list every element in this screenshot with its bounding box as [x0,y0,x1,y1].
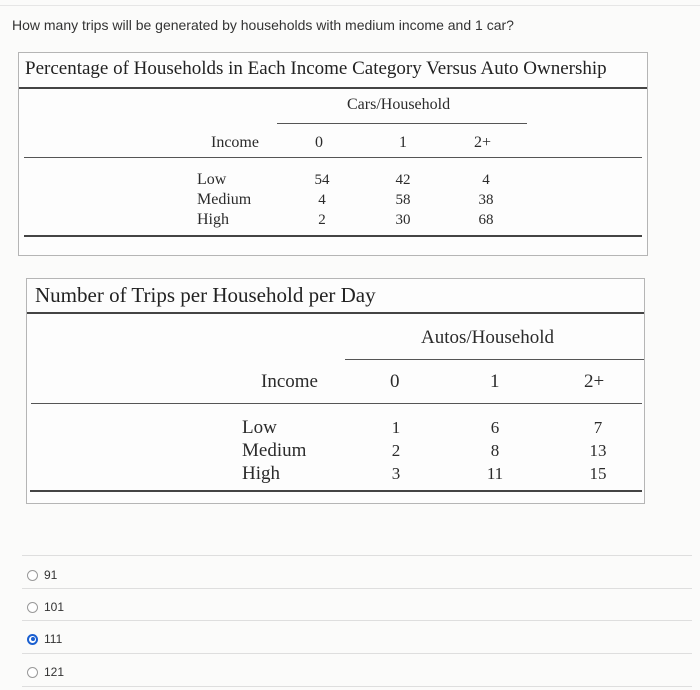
table-cell: 3 [391,464,401,483]
table1-col-1 [383,170,423,230]
radio-selected-icon[interactable] [27,634,38,645]
table1-title-rule [19,87,647,89]
option-121[interactable] [27,665,64,679]
table1-header-rule [24,157,642,158]
option-separator [22,686,692,687]
table2-col-0 [376,416,416,485]
table2-header-1: 1 [490,371,500,392]
option-separator [22,555,692,556]
table2-title-rule [27,312,644,314]
table2-bottom-rule [30,490,642,492]
table2-row-low: Low [242,417,277,438]
table1-group-header: Cars/Household [347,96,451,113]
households-percentage-table [18,52,648,256]
table-cell: 6 [490,418,500,437]
table2-col-2plus [578,416,618,485]
table1-col-0 [302,170,342,230]
table-cell: 8 [490,441,500,460]
table1-header-income: Income [211,134,259,151]
table-cell: 7 [593,418,603,437]
table1-bottom-rule [24,235,642,237]
option-101[interactable] [27,600,64,614]
option-label: 91 [44,568,58,582]
option-label: 101 [44,600,65,614]
radio-icon[interactable] [27,667,38,678]
radio-icon[interactable] [27,602,38,613]
table1-group-rule [277,123,527,124]
option-separator [22,620,692,621]
table-cell: 2 [318,212,326,228]
trips-per-household-table [26,278,645,504]
table2-header-0: 0 [390,371,400,392]
table1-header-1: 1 [399,134,407,151]
table2-row-medium: Medium [242,440,307,461]
option-separator [22,653,692,654]
option-91[interactable] [27,568,57,582]
table-cell: 42 [395,172,411,188]
option-111[interactable] [27,632,62,646]
table-cell: 68 [478,212,494,228]
table1-header-0: 0 [315,134,323,151]
table1-row-low: Low [197,171,227,188]
table1-row-medium: Medium [197,191,252,208]
table1-title: Percentage of Households in Each Income Category Versus Auto Ownership [25,58,607,79]
table-cell: 11 [486,464,504,483]
table-cell: 4 [318,192,326,208]
table2-header-rule [31,403,642,404]
option-label: 121 [44,665,65,679]
option-label: 111 [44,632,63,646]
question-text: How many trips will be generated by households with medium income and 1 car? [12,17,514,33]
table2-row-labels [242,416,306,485]
table-cell: 38 [478,192,494,208]
option-separator [22,588,692,589]
table-cell: 1 [391,418,401,437]
table2-group-header: Autos/Household [421,327,554,348]
table2-header-2plus: 2+ [584,371,605,392]
table-cell: 30 [395,212,411,228]
table-cell: 2 [391,441,401,460]
top-border [0,5,700,6]
table-cell: 4 [482,172,490,188]
table-cell: 54 [314,172,330,188]
table1-col-2plus [466,170,506,230]
table2-header-income: Income [261,371,318,392]
table-cell: 15 [589,464,607,483]
table2-row-high: High [242,463,280,484]
table-cell: 13 [589,441,607,460]
table2-col-1 [475,416,515,485]
table1-row-labels [197,170,251,230]
table1-header-2plus: 2+ [474,134,492,151]
table2-group-rule [345,359,644,360]
radio-icon[interactable] [27,570,38,581]
table1-row-high: High [197,211,229,228]
table2-title: Number of Trips per Household per Day [35,283,376,307]
table-cell: 58 [395,192,411,208]
